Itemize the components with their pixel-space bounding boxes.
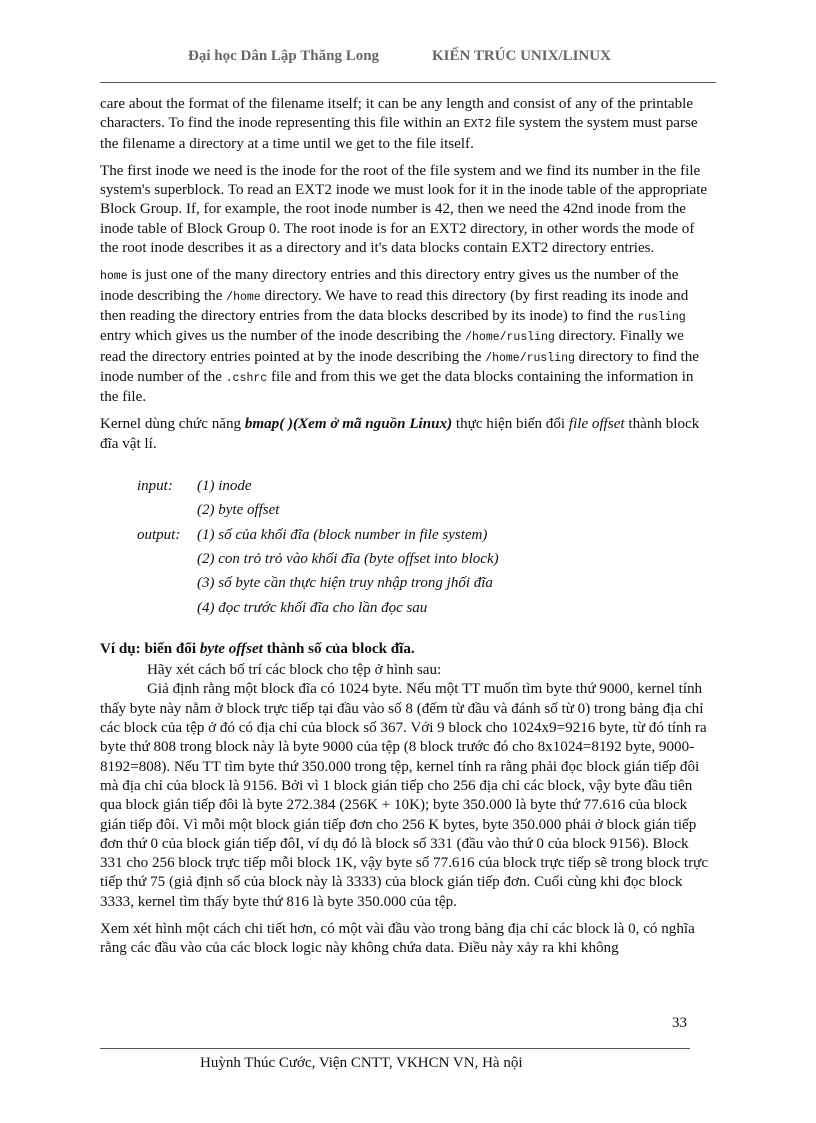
- paragraph-zero-entries: Xem xét hình một cách chi tiết hơn, có một vài đầu vào trong bảng địa chỉ các block là 0, có nghĩa rằng các đầu vào của các block logic này không chứa data. Điều này xảy ra khi không: [100, 920, 695, 957]
- footer-divider: [100, 1048, 690, 1049]
- output-label: output:: [137, 526, 181, 543]
- header-course-title: KIẾN TRÚC UNIX/LINUX: [432, 48, 611, 64]
- source-note: (Xem ở mã nguồn Linux): [293, 416, 453, 433]
- code-home-rusling-path: /home/rusling: [465, 331, 555, 345]
- paragraph-home-directory: home is just one of the many directory entries and this directory entry gives us the number of the inode describing the /home directory. We have to read this directory (by first reading its inode and then reading the directory entries from the data blocks described by its inode) to find the rusling entry which gives us the number of the inode describing the /home/rusling directory. Finally we read the directory entries pointed at by the inode describing the /home/rusling directory to find the inode number of the .cshrc file and from this we get the data blocks containing the information in the file.: [100, 267, 699, 406]
- example-heading: Ví dụ: biến đổi byte offset thành số của block đĩa.: [100, 640, 415, 657]
- code-home: home: [100, 270, 128, 284]
- output-item: (1) số của khối đĩa (block number in file system): [197, 526, 488, 543]
- paragraph-bmap: Kernel dùng chức năng bmap( )(Xem ở mã nguồn Linux) thực hiện biến đổi file offset thành block đĩa vật lí.: [100, 416, 700, 452]
- io-row: [137, 571, 712, 595]
- output-item: (3) số byte cần thực hiện truy nhập trong jhối đĩa: [197, 575, 493, 592]
- output-item: (2) con trỏ trỏ vào khối đĩa (byte offset into block): [197, 550, 499, 567]
- page-number: 33: [672, 1015, 687, 1031]
- bmap-io-list: [137, 474, 712, 620]
- io-row: [137, 596, 712, 620]
- paragraph-root-inode: The first inode we need is the inode for the root of the file system and we find its number in the file system's superblock. To read an EXT2 inode we must look for it in the inode table of the appropriate Block Group. If, for example, the root inode number is 42, then we need the 42nd inode from the inode table of Block Group 0. The root inode is for an EXT2 directory, in other words the mode of the root inode describes it as a directory and it's data blocks contain EXT2 directory entries.: [100, 162, 708, 257]
- page-footer: Huỳnh Thúc Cước, Viện CNTT, VKHCN VN, Hà nội: [200, 1055, 523, 1071]
- input-item: (2) byte offset: [197, 502, 280, 519]
- code-ext2: EXT2: [463, 118, 492, 132]
- header-university: Đại học Dân Lập Thăng Long: [188, 48, 380, 64]
- code-home-path: /home: [226, 290, 261, 304]
- io-row: [137, 523, 712, 547]
- input-item: (1) inode: [197, 478, 252, 495]
- io-row: [137, 547, 712, 571]
- code-cshrc: .cshrc: [225, 371, 268, 385]
- io-row: [137, 498, 712, 522]
- code-home-rusling-path-2: /home/rusling: [485, 351, 575, 365]
- code-rusling: rusling: [637, 310, 686, 324]
- bmap-function: bmap( ): [244, 416, 294, 433]
- term-file-offset: file offset: [568, 416, 625, 433]
- term-byte-offset: byte offset: [199, 640, 263, 657]
- example-intro: Hãy xét cách bố trí các block cho tệp ở hình sau:: [147, 662, 442, 679]
- input-label: input:: [137, 478, 173, 495]
- io-row: [137, 474, 712, 498]
- header-divider: [100, 82, 716, 83]
- page-content: [100, 95, 712, 967]
- paragraph-filename: care about the format of the filename itself; it can be any length and consist of any of the printable characters. To find the inode representing this file within an EXT2 file system the system must parse the filename a directory at a time until we get to the file itself.: [100, 96, 698, 152]
- output-item: (4) đọc trước khối đĩa cho lần đọc sau: [197, 599, 428, 616]
- example-paragraph: Giả định rằng một block đĩa có 1024 byte. Nếu một TT muốn tìm byte thứ 9000, kernel tính thấy byte này nằm ở block trực tiếp tại đầu vào số 8 (đếm từ đầu và đánh số từ 0) trong bảng địa chỉ các block của tệp ở đó có địa chỉ của block số 367. Với 9 block cho 1024x9=9216 byte, từ đó tính ra byte thứ 808 trong block này là byte 9000 của tệp (8 block trước đó cho 8x1024=8192 byte, 9000-8192=808). Nếu TT tìm byte thứ 350.000 trong tệp, kernel tính ra rằng phải đọc block gián tiếp đôi mà địa chỉ của block là 9156. Bởi vì 1 block gián tiếp cho 256 địa chỉ các block, vậy byte đầu tiên qua block gián tiếp đôi là byte 272.384 (256K + 10K); byte 350.000 là byte thứ 77.616 của block gián tiếp đôi. Vì mỗi một block gián tiếp đơn cho 256 K bytes, byte 350.000 phải ở block gián tiếp đơn thứ 0 của block gián tiếp đôI, ví dụ đó là block số 331 (đầu vào thứ 0 của block 9156). Block 331 cho 256 block trực tiếp mỗi block 1K, vậy byte số 77.616 của block trực tiếp sẽ trong block trực tiếp thứ 75 (giả định số của block này là 3333) của block gián tiếp đơn. Cuối cùng khi đọc block 3333, kernel tìm thấy byte thứ 816 là byte 350.000 của tệp.: [100, 681, 709, 910]
